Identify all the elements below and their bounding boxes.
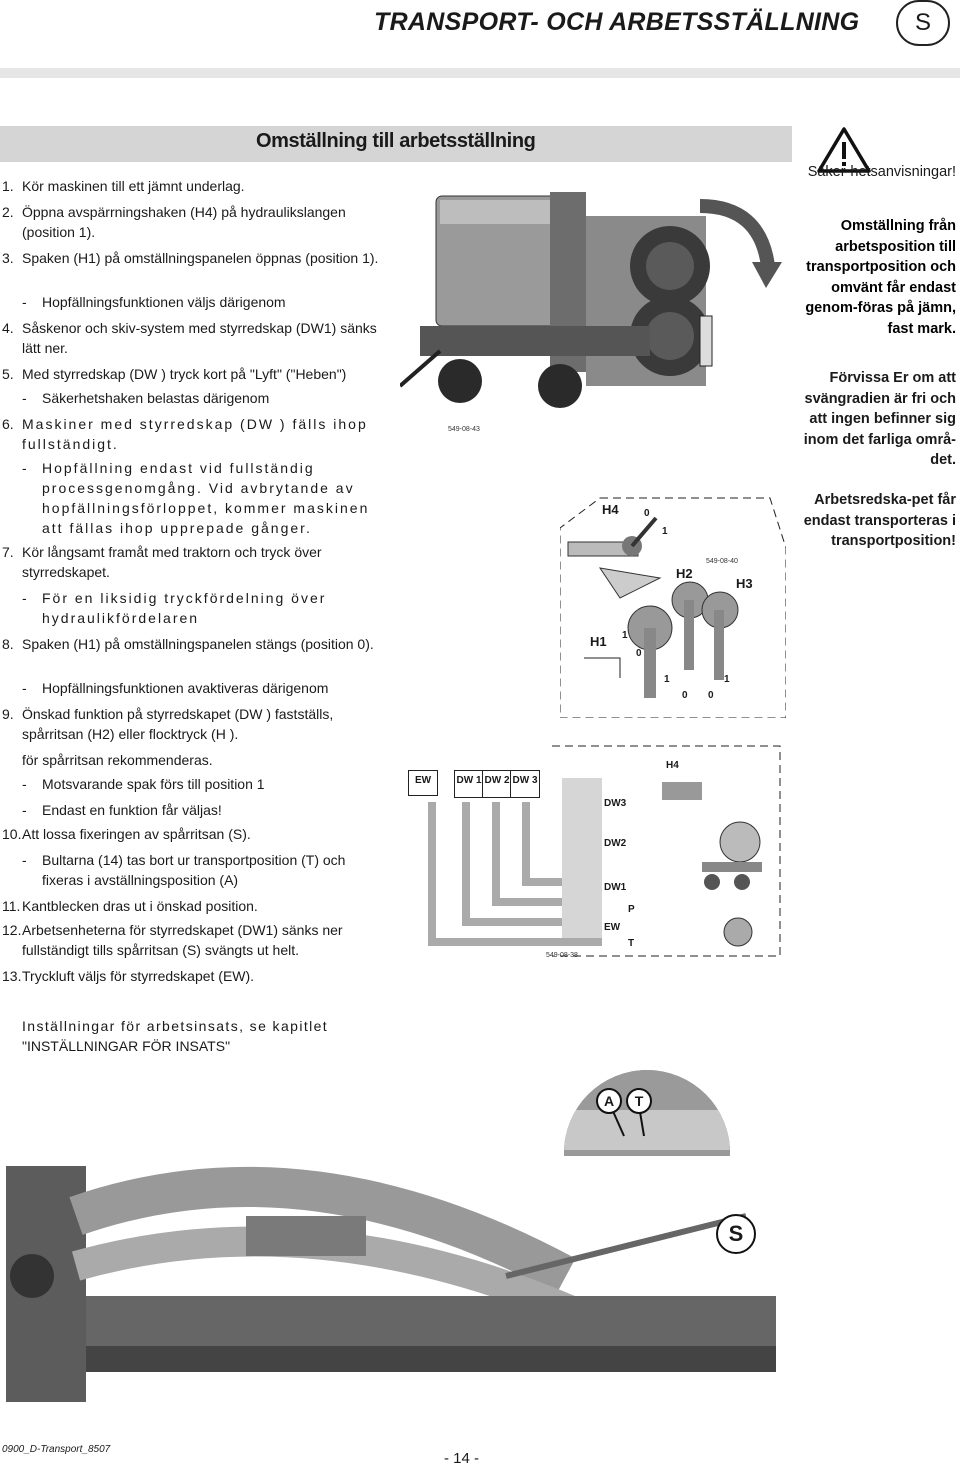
step-7: 7. Kör långsamt framåt med traktorn och tryck över styrredskapet. (2, 544, 322, 580)
document-code: 0900_D-Transport_8507 (2, 1444, 111, 1455)
label-dw1: DW1 (604, 882, 627, 893)
step-5: 5. Med styrredskap (DW ) tryck kort på "Lyft" ("Heben") (2, 366, 347, 382)
step-8-note: - Hopfällningsfunktionen avaktiveras därigenom (22, 680, 329, 696)
lever-panel-diagram (560, 488, 786, 718)
step-6: 6. Maskiner med styrredskap (DW ) fälls ihop fullständigt. (2, 416, 368, 452)
label-h4-pos-1: 1 (662, 526, 668, 537)
safety-paragraph-3: Arbetsredska-pet får endast transporteras i transportposition! (803, 492, 956, 549)
step-13: 13. Tryckluft väljs för styrredskapet (EW). (2, 968, 255, 984)
label-h4: H4 (602, 502, 619, 517)
section-title: Omställning till arbetsställning (256, 130, 536, 152)
step-5-note: - Säkerhetshaken belastas därigenom (22, 390, 270, 406)
machine-photo-rear (6, 1156, 776, 1402)
callout-t: T (626, 1088, 652, 1114)
figure-code-1: 549-08-43 (448, 426, 480, 433)
step-3: 3. Spaken (H1) på omställningspanelen öppnas (position 1). (2, 250, 379, 266)
label-h1-pos-0: 0 (636, 648, 642, 659)
label-h1-pos-1: 1 (622, 630, 628, 641)
hydraulic-diagram (402, 742, 782, 962)
step-9-cont: för spårritsan rekommenderas. (22, 752, 213, 768)
step-10-note: - Bultarna (14) tas bort ur transportposition (T) och fixeras i avställningsposition (A) (22, 852, 346, 888)
step-8: 8. Spaken (H1) på omställningspanelen stängs (position 0). (2, 636, 374, 652)
step-12: 12. Arbetsenheterna för styrredskapet (DW1) sänks ner fullständigt tills spårritsan (S) svängts ut helt. (2, 922, 343, 958)
figure-code-5: 549-08-42 (92, 1388, 134, 1398)
step-9-note-1: - Motsvarande spak förs till position 1 (22, 776, 265, 792)
seeder-rear-illustration (6, 1156, 776, 1402)
page-number: - 14 - (444, 1450, 480, 1467)
step-1: 1. Kör maskinen till ett jämnt underlag. (2, 178, 245, 194)
label-h3-pos-1: 1 (724, 674, 730, 685)
lever-panel-drawing (560, 488, 786, 718)
step-2: 2. Öppna avspärrningshaken (H4) på hydraulikslangen (position 1). (2, 204, 346, 240)
label-h2: H2 (676, 566, 693, 581)
safety-paragraph-1: Omställning från arbetsposition till transportposition och omvänt får endast genom-föras på jämn, fast mark. (805, 218, 956, 337)
safety-heading: Säker-hetsanvisningar! (807, 164, 956, 180)
label-h4-small: H4 (666, 760, 679, 771)
label-h2-pos-0: 0 (682, 690, 688, 701)
language-badge: S (896, 0, 950, 46)
label-ew: EW (604, 922, 621, 933)
folded-seeder-illustration (400, 176, 782, 436)
callout-a: A (596, 1088, 622, 1114)
figure-code-3: 549-08-38 (546, 952, 578, 959)
label-p: P (628, 904, 635, 915)
port-dw3: DW 3 (510, 770, 540, 798)
step-6-note: - Hopfällning endast vid fullständig processgenomgång. Vid avbrytande av hopfällningsförloppet, kommer maskinen att fällas ihop upprepade gånger. (22, 460, 370, 536)
label-dw2: DW2 (604, 838, 627, 849)
step-3-note: - Hopfällningsfunktionen väljs därigenom (22, 294, 286, 310)
figure-code-2: 549-08-40 (706, 558, 738, 565)
step-11: 11. Kantblecken dras ut i önskad position. (2, 898, 258, 914)
callout-s: S (716, 1214, 756, 1254)
step-10: 10. Att lossa fixeringen av spårritsan (S). (2, 826, 251, 842)
header-rule (0, 68, 960, 78)
port-ew: EW (408, 770, 438, 796)
label-h3-pos-0: 0 (708, 690, 714, 701)
port-dw2: DW 2 (482, 770, 512, 798)
machine-photo-folded (400, 176, 782, 436)
settings-note: Inställningar för arbetsinsats, se kapitlet "INSTÄLLNINGAR FÖR INSATS" (22, 1018, 329, 1054)
label-dw3: DW3 (604, 798, 627, 809)
safety-paragraph-2: Förvissa Er om att svängradien är fri och att ingen befinner sig inom det farliga områ-det. (803, 370, 956, 468)
page-title: TRANSPORT- OCH ARBETSSTÄLLNING (374, 8, 860, 36)
step-9: 9. Önskad funktion på styrredskapet (DW ) fastställs, spårritsan (H2) eller flocktryck (H ). (2, 706, 334, 742)
label-t: T (628, 938, 635, 949)
step-7-note: - För en liksidig tryckfördelning över hydraulikfördelaren (22, 590, 327, 626)
label-h1: H1 (590, 634, 607, 649)
page-header (0, 0, 960, 78)
label-h3: H3 (736, 576, 753, 591)
label-h4-pos-0: 0 (644, 508, 650, 519)
step-9-note-2: - Endast en funktion får väljas! (22, 802, 222, 818)
port-dw1: DW 1 (454, 770, 484, 798)
label-h2-pos-1: 1 (664, 674, 670, 685)
step-4: 4. Såskenor och skiv-system med styrredskap (DW1) sänks lätt ner. (2, 320, 377, 356)
